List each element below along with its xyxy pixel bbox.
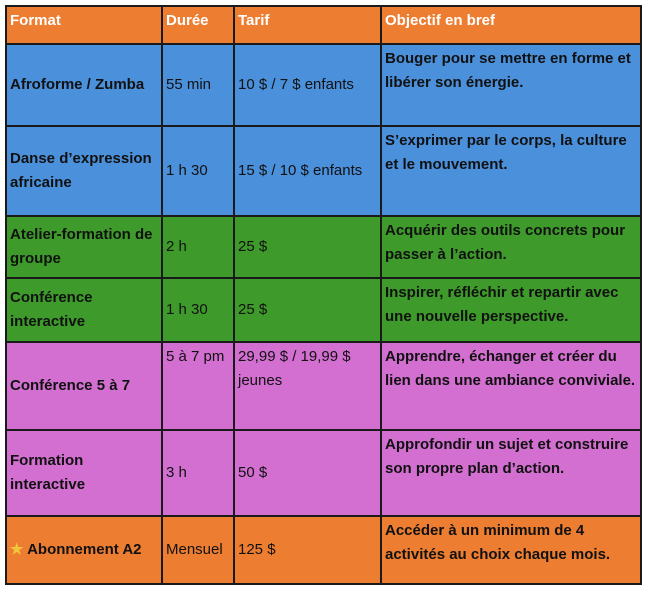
cell-objectif: Apprendre, échanger et créer du lien dans une ambiance conviviale. [382, 343, 640, 429]
table-row [7, 45, 640, 125]
table-row [7, 343, 640, 429]
format-text: Danse d’expression africaine [10, 150, 152, 191]
cell-tarif: 25 $ [235, 279, 380, 341]
cell-format [7, 127, 161, 215]
table-row [7, 517, 640, 583]
cell-duree: 2 h [163, 217, 233, 277]
cell-objectif: Bouger pour se mettre en forme et libérer son énergie. [382, 45, 640, 125]
cell-format: Formation interactive [7, 431, 161, 515]
cell-objectif: Inspirer, réfléchir et repartir avec une nouvelle perspective. [382, 279, 640, 341]
table-header-row [7, 7, 640, 43]
cell-tarif: 10 $ / 7 $ enfants [235, 45, 380, 125]
table-row [7, 217, 640, 277]
pricing-table [5, 5, 642, 585]
cell-format: Atelier-formation de groupe [7, 217, 161, 277]
cell-format [7, 517, 161, 583]
cell-format: Afroforme / Zumba [7, 45, 161, 125]
header-objectif: Objectif en bref [382, 7, 640, 43]
format-text: Abonnement A2 [27, 541, 142, 558]
cell-tarif: 125 $ [235, 517, 380, 583]
cell-duree: 5 à 7 pm [163, 343, 233, 429]
cell-format: Conférence 5 à 7 [7, 343, 161, 429]
cell-duree: 1 h 30 [163, 127, 233, 215]
header-format: Format [7, 7, 161, 43]
pricing-table-container [5, 5, 642, 585]
table-row [7, 279, 640, 341]
cell-duree: 55 min [163, 45, 233, 125]
cell-tarif: 29,99 $ / 19,99 $ jeunes [235, 343, 380, 429]
cell-objectif: S’exprimer par le corps, la culture et le mouvement. [382, 127, 640, 215]
cell-objectif: Accéder à un minimum de 4 activités au choix chaque mois. [382, 517, 640, 583]
table-row [7, 127, 640, 215]
cell-objectif: Approfondir un sujet et construire son propre plan d’action. [382, 431, 640, 515]
cell-duree: 1 h 30 [163, 279, 233, 341]
cell-duree: Mensuel [163, 517, 233, 583]
star-icon: ★ [10, 541, 24, 558]
cell-objectif: Acquérir des outils concrets pour passer à l’action. [382, 217, 640, 277]
cell-tarif: 25 $ [235, 217, 380, 277]
cell-tarif: 50 $ [235, 431, 380, 515]
header-duree: Durée [163, 7, 233, 43]
header-tarif: Tarif [235, 7, 380, 43]
cell-format: Conférence interactive [7, 279, 161, 341]
cell-duree: 3 h [163, 431, 233, 515]
table-row [7, 431, 640, 515]
cell-tarif: 15 $ / 10 $ enfants [235, 127, 380, 215]
